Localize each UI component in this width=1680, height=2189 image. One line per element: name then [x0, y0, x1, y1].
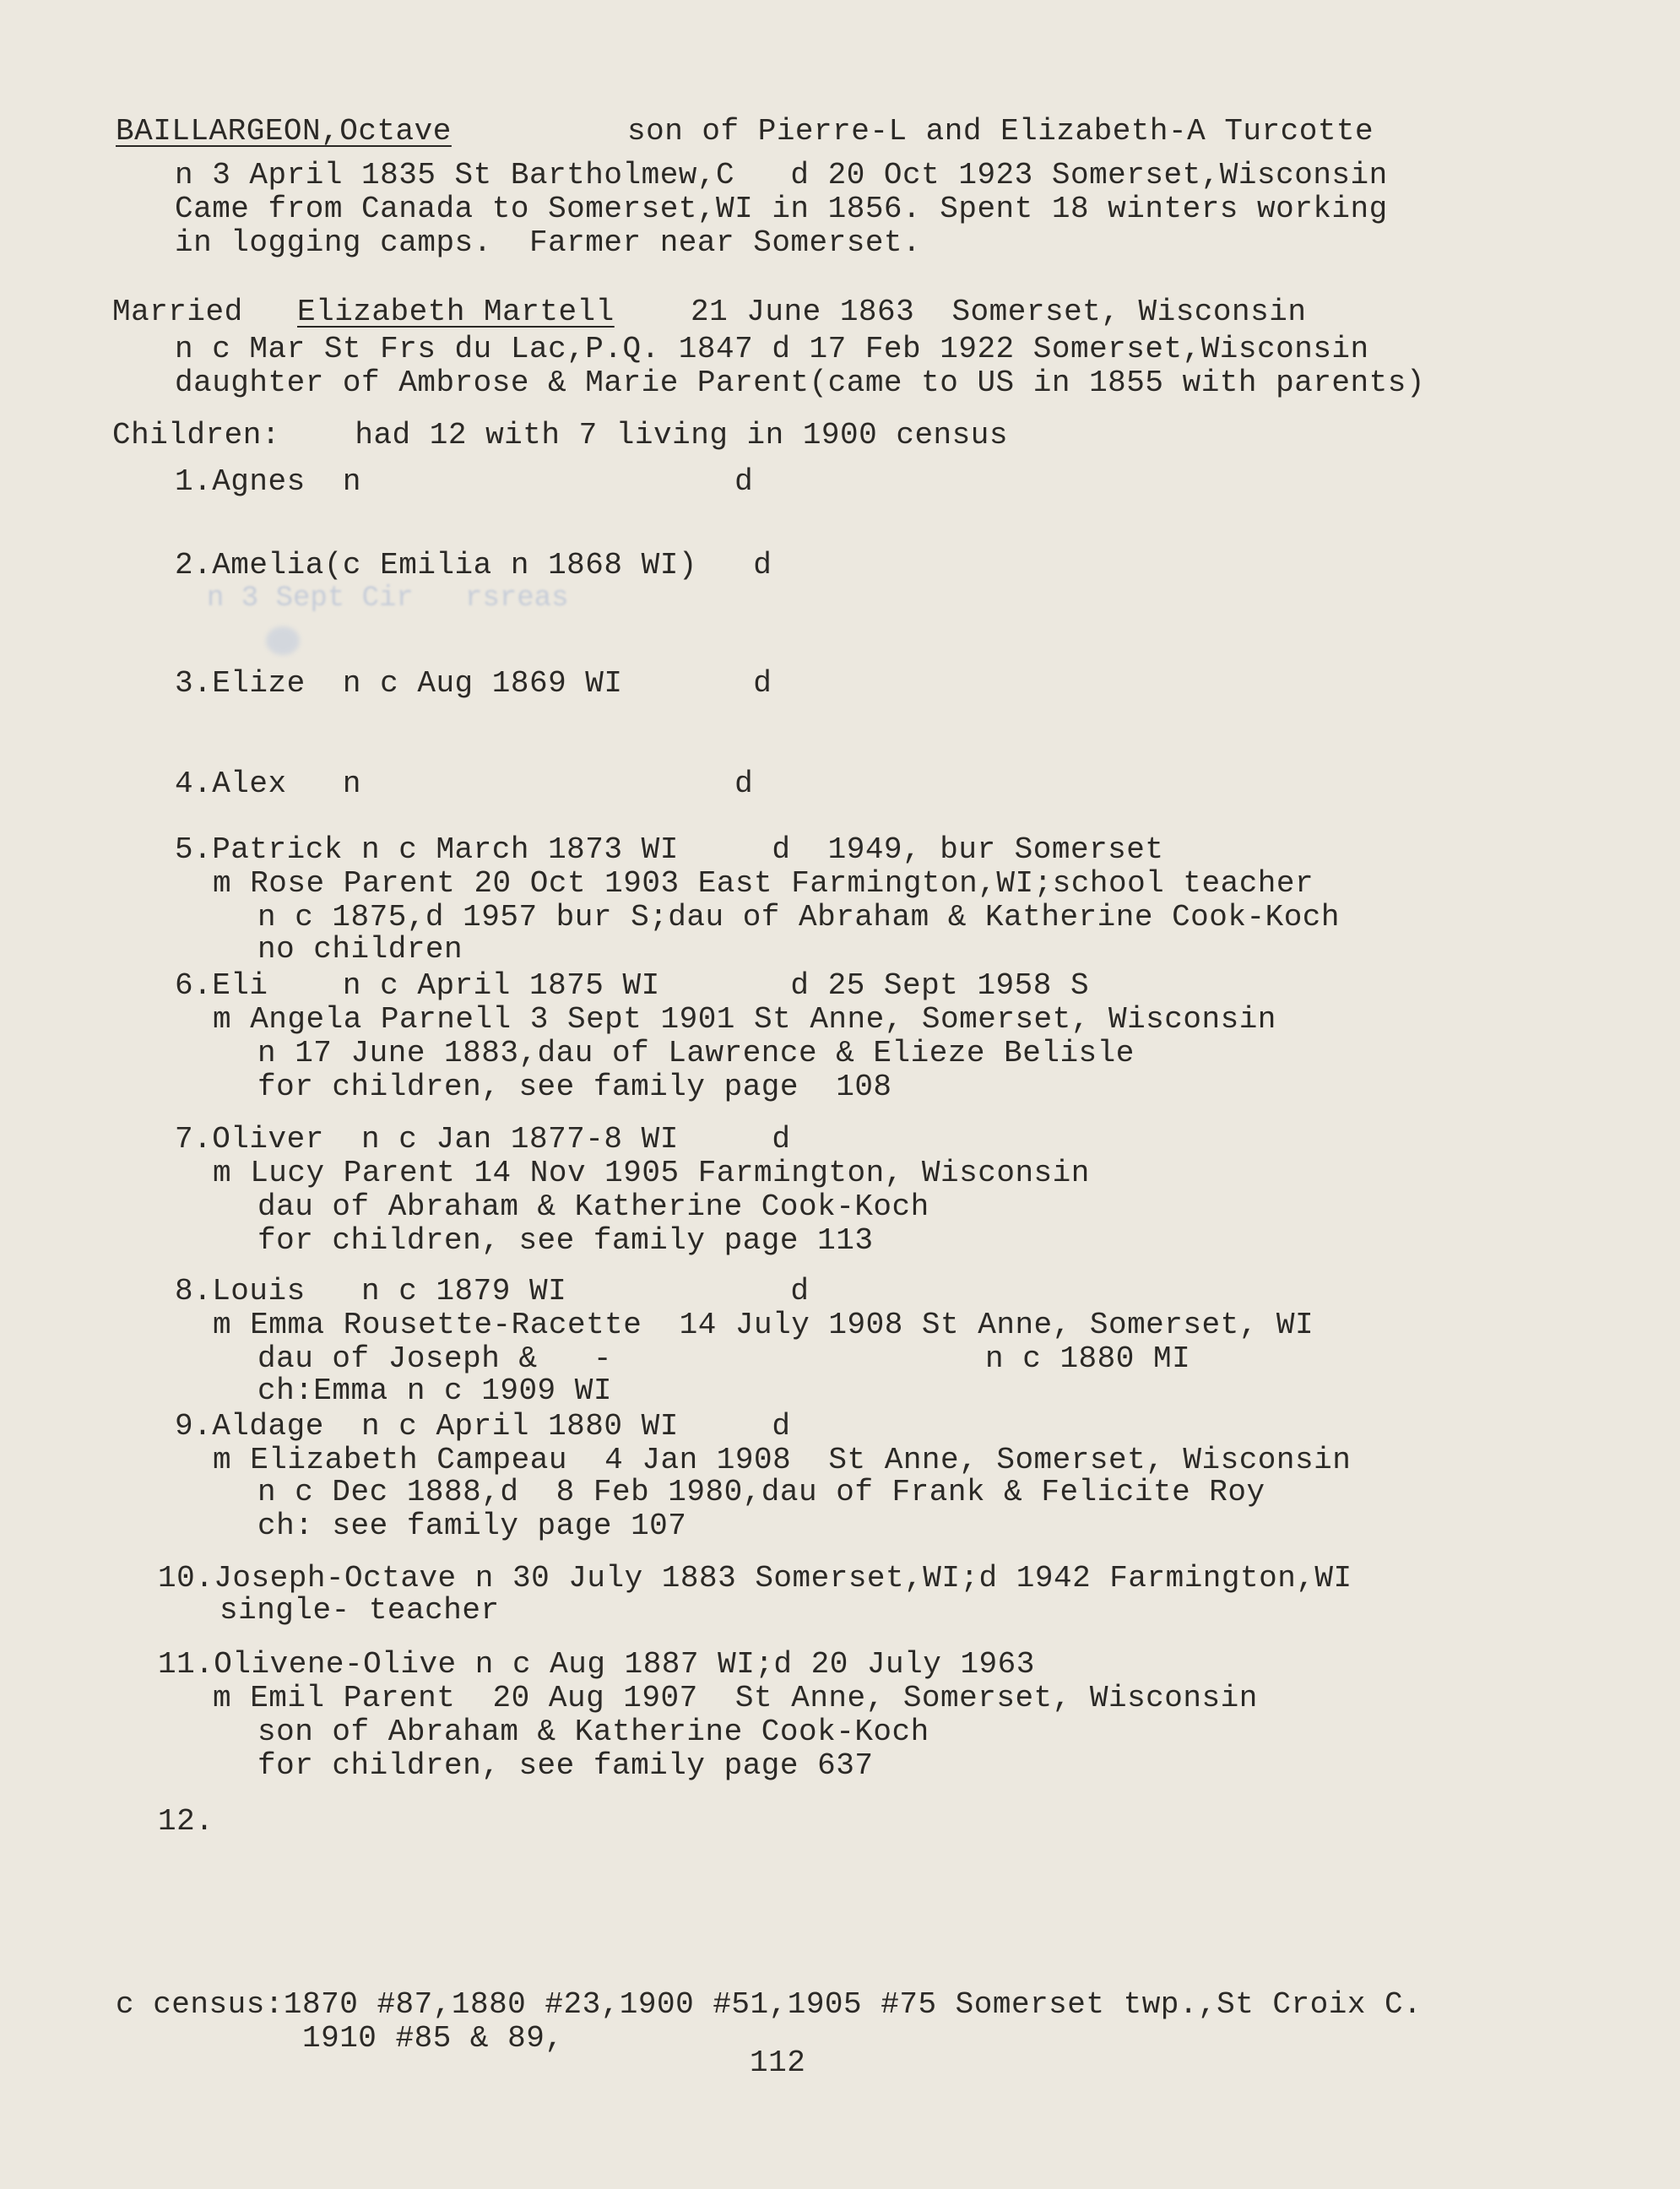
- marriage-details: 21 June 1863 Somerset, Wisconsin: [691, 295, 1307, 329]
- child-10: 10.Joseph-Octave n 30 July 1883 Somerset,WI;d 1942 Farmington,WI: [158, 1561, 1352, 1596]
- children-header: Children: had 12 with 7 living in 1900 census: [112, 418, 1008, 452]
- child-11-spouse: son of Abraham & Katherine Cook-Koch: [257, 1715, 929, 1749]
- person-bio-line-2: in logging camps. Farmer near Somerset.: [175, 225, 922, 260]
- marriage-prefix: Married: [112, 295, 243, 329]
- child-5: 5.Patrick n c March 1873 WI d 1949, bur Somerset: [175, 832, 1164, 867]
- child-9-marriage: m Elizabeth Campeau 4 Jan 1908 St Anne, Somerset, Wisconsin: [213, 1443, 1352, 1477]
- spouse-parents: daughter of Ambrose & Marie Parent(came to US in 1855 with parents): [175, 366, 1425, 400]
- child-9-note: ch: see family page 107: [257, 1509, 687, 1543]
- child-1: 1.Agnes n d: [175, 464, 754, 499]
- child-2: 2.Amelia(c Emilia n 1868 WI) d: [175, 548, 772, 582]
- child-8-spouse: dau of Joseph & - n c 1880 MI: [257, 1341, 1191, 1376]
- child-5-marriage: m Rose Parent 20 Oct 1903 East Farmington,WI;school teacher: [213, 866, 1314, 901]
- child-11-marriage: m Emil Parent 20 Aug 1907 St Anne, Somerset, Wisconsin: [213, 1681, 1258, 1715]
- ink-smudge: n 3 Sept Cir rsreas: [207, 582, 569, 615]
- child-7-marriage: m Lucy Parent 14 Nov 1905 Farmington, Wisconsin: [213, 1156, 1090, 1190]
- child-3: 3.Elize n c Aug 1869 WI d: [175, 666, 772, 701]
- child-6-note: for children, see family page 108: [257, 1070, 892, 1104]
- child-5-spouse: n c 1875,d 1957 bur S;dau of Abraham & Katherine Cook-Koch: [257, 900, 1341, 935]
- person-name: BAILLARGEON,Octave: [116, 114, 452, 149]
- child-6: 6.Eli n c April 1875 WI d 25 Sept 1958 S: [175, 968, 1090, 1003]
- child-10-note: single- teacher: [219, 1593, 500, 1628]
- child-11: 11.Olivene-Olive n c Aug 1887 WI;d 20 July 1963: [158, 1647, 1035, 1682]
- child-7: 7.Oliver n c Jan 1877-8 WI d: [175, 1122, 791, 1157]
- child-7-spouse: dau of Abraham & Katherine Cook-Koch: [257, 1189, 929, 1224]
- child-9-spouse: n c Dec 1888,d 8 Feb 1980,dau of Frank & Felicite Roy: [257, 1475, 1265, 1509]
- ink-blot: [266, 626, 300, 655]
- spouse-name: Elizabeth Martell: [297, 295, 615, 329]
- child-6-spouse: n 17 June 1883,dau of Lawrence & Elieze Belisle: [257, 1036, 1135, 1070]
- child-4: 4.Alex n d: [175, 767, 754, 801]
- child-11-note: for children, see family page 637: [257, 1748, 874, 1783]
- child-12: 12.: [158, 1804, 214, 1839]
- child-6-marriage: m Angela Parnell 3 Sept 1901 St Anne, Somerset, Wisconsin: [213, 1002, 1276, 1037]
- person-bio-line-1: Came from Canada to Somerset,WI in 1856. Spent 18 winters working: [175, 192, 1388, 226]
- census-line-1: c census:1870 #87,1880 #23,1900 #51,1905 #75 Somerset twp.,St Croix C.: [116, 1987, 1423, 2022]
- child-9: 9.Aldage n c April 1880 WI d: [175, 1409, 791, 1444]
- person-parents: son of Pierre-L and Elizabeth-A Turcotte: [627, 114, 1374, 149]
- person-birth-death: n 3 April 1835 St Bartholmew,C d 20 Oct 1923 Somerset,Wisconsin: [175, 158, 1388, 192]
- child-8: 8.Louis n c 1879 WI d: [175, 1274, 810, 1309]
- child-7-note: for children, see family page 113: [257, 1223, 874, 1258]
- child-5-note: no children: [257, 932, 463, 967]
- child-8-note: ch:Emma n c 1909 WI: [257, 1374, 612, 1408]
- census-line-2: 1910 #85 & 89,: [302, 2021, 564, 2056]
- spouse-birth-death: n c Mar St Frs du Lac,P.Q. 1847 d 17 Feb 1922 Somerset,Wisconsin: [175, 332, 1369, 366]
- child-8-marriage: m Emma Rousette-Racette 14 July 1908 St Anne, Somerset, WI: [213, 1308, 1314, 1342]
- page-number: 112: [750, 2045, 806, 2080]
